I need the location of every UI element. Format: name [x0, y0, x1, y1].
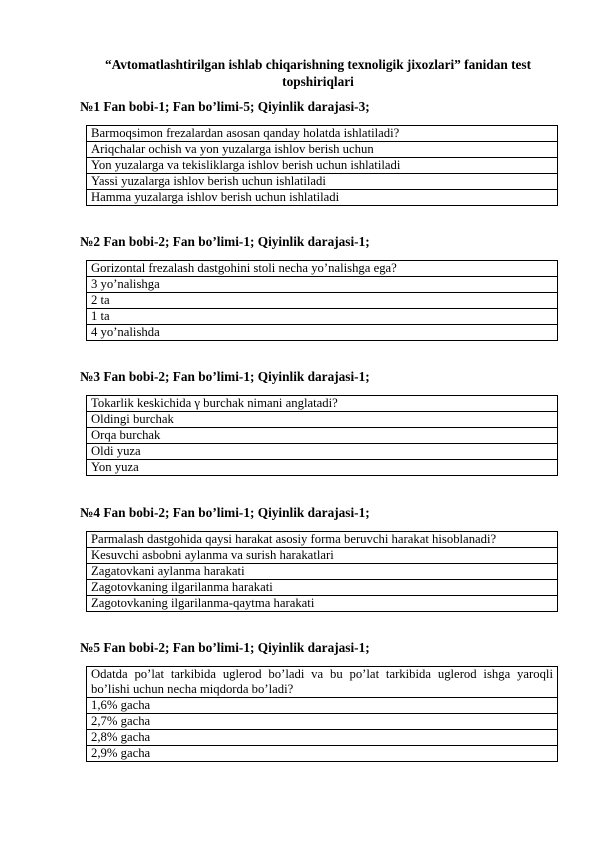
option-text: Zagotovkaning ilgarilanma harakati	[87, 580, 558, 596]
question-text: Gorizontal frezalash dastgohini stoli necha yo’nalishga ega?	[87, 261, 558, 277]
option-text: Oldi yuza	[87, 444, 558, 460]
option-row	[87, 730, 558, 746]
option-row	[87, 714, 558, 730]
option-text: Ariqchalar ochish va yon yuzalarga ishlov berish uchun	[87, 142, 558, 158]
question-row	[87, 261, 558, 277]
option-text: 3 yo’nalishga	[87, 277, 558, 293]
option-row	[87, 698, 558, 714]
option-row	[87, 293, 558, 309]
option-row	[87, 460, 558, 476]
option-row	[87, 142, 558, 158]
option-text: Kesuvchi asbobni aylanma va surish harakatlari	[87, 548, 558, 564]
option-row	[87, 548, 558, 564]
question-heading: №1 Fan bobi-1; Fan bo’limi-5; Qiyinlik darajasi-3;	[80, 99, 370, 114]
option-row	[87, 309, 558, 325]
option-row	[87, 190, 558, 206]
option-row	[87, 158, 558, 174]
option-text: Zagatovkani aylanma harakati	[87, 564, 558, 580]
question-text: Barmoqsimon frezalardan asosan qanday holatda ishlatiladi?	[87, 126, 558, 142]
question-text: Parmalash dastgohida qaysi harakat asosiy forma beruvchi harakat hisoblanadi?	[87, 532, 558, 548]
option-text: 2 ta	[87, 293, 558, 309]
option-row	[87, 428, 558, 444]
question-block-2	[80, 234, 558, 341]
option-text: Yassi yuzalarga ishlov berish uchun ishlatiladi	[87, 174, 558, 190]
option-row	[87, 596, 558, 612]
option-row	[87, 325, 558, 341]
question-table	[86, 260, 558, 341]
option-row	[87, 746, 558, 762]
question-heading: №2 Fan bobi-2; Fan bo’limi-1; Qiyinlik darajasi-1;	[80, 234, 370, 249]
question-block-3	[80, 369, 558, 476]
option-text: Yon yuza	[87, 460, 558, 476]
option-row	[87, 580, 558, 596]
option-text: Zagotovkaning ilgarilanma-qaytma harakati	[87, 596, 558, 612]
question-block-4	[80, 505, 558, 612]
option-text: Yon yuzalarga va tekisliklarga ishlov berish uchun ishlatiladi	[87, 158, 558, 174]
question-table	[86, 395, 558, 476]
question-text: Tokarlik keskichida γ burchak nimani anglatadi?	[87, 396, 558, 412]
question-row	[87, 532, 558, 548]
option-text: 1,6% gacha	[87, 698, 558, 714]
option-row	[87, 444, 558, 460]
option-text: 4 yo’nalishda	[87, 325, 558, 341]
option-text: 2,9% gacha	[87, 746, 558, 762]
question-block-5	[80, 640, 558, 762]
question-heading: №3 Fan bobi-2; Fan bo’limi-1; Qiyinlik darajasi-1;	[80, 369, 370, 384]
question-table	[86, 666, 558, 762]
question-text: Odatda po’lat tarkibida uglerod bo’ladi va bu po’lat tarkibida uglerod ishga yaroqli bo’lishi uchun necha miqdorda bo’ladi?	[87, 667, 558, 698]
question-row	[87, 667, 558, 698]
question-block-1	[80, 99, 558, 206]
question-heading: №4 Fan bobi-2; Fan bo’limi-1; Qiyinlik darajasi-1;	[80, 505, 370, 520]
option-text: 2,7% gacha	[87, 714, 558, 730]
option-row	[87, 174, 558, 190]
option-text: Orqa burchak	[87, 428, 558, 444]
question-table	[86, 531, 558, 612]
option-text: Hamma yuzalarga ishlov berish uchun ishlatiladi	[87, 190, 558, 206]
option-text: 2,8% gacha	[87, 730, 558, 746]
option-row	[87, 564, 558, 580]
question-heading: №5 Fan bobi-2; Fan bo’limi-1; Qiyinlik darajasi-1;	[80, 640, 370, 655]
option-text: 1 ta	[87, 309, 558, 325]
option-row	[87, 277, 558, 293]
question-row	[87, 126, 558, 142]
document-title: “Avtomatlashtirilgan ishlab chiqarishning texnoligik jixozlari” fanidan test topshiriqlari	[104, 57, 532, 89]
question-row	[87, 396, 558, 412]
option-text: Oldingi burchak	[87, 412, 558, 428]
question-table	[86, 125, 558, 206]
option-row	[87, 412, 558, 428]
